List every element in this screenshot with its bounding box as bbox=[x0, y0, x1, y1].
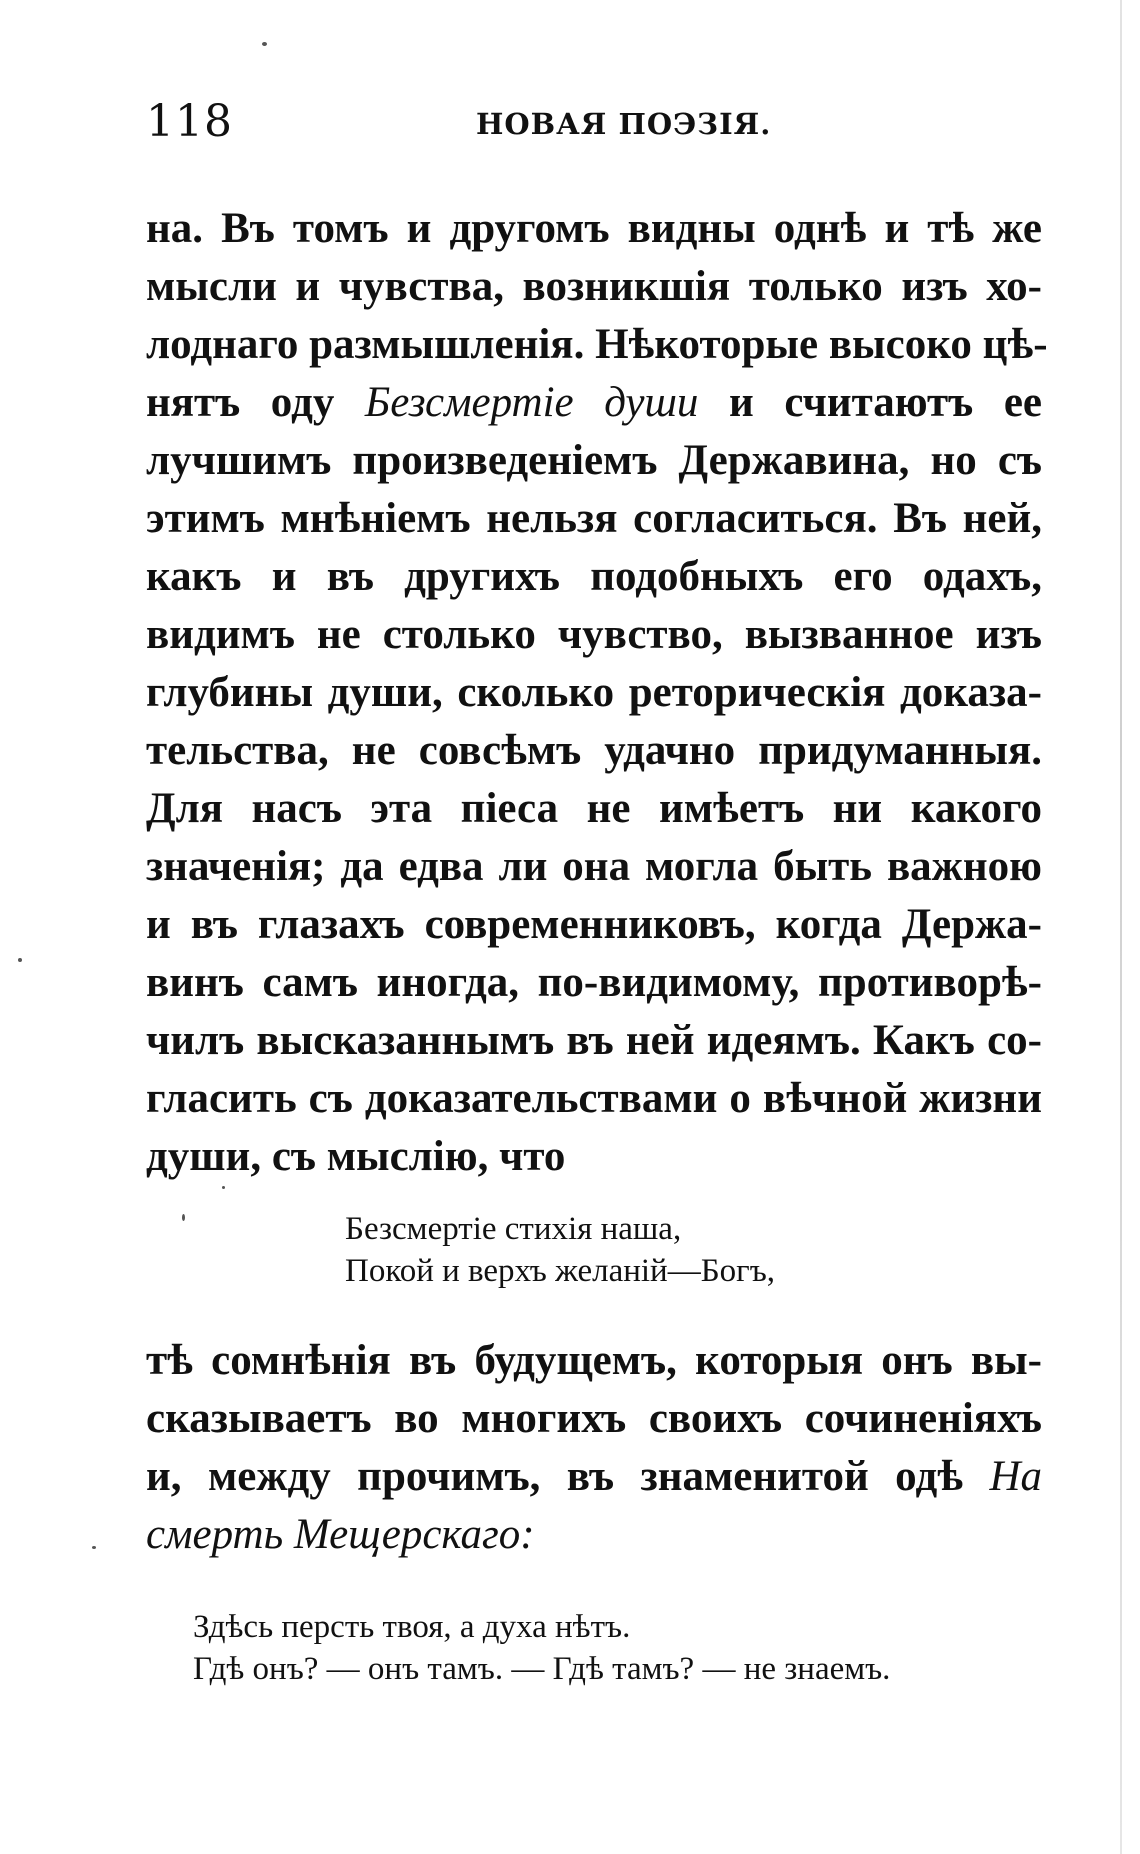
text-line: гласить съ доказательствами о вѣчной жизни bbox=[146, 1075, 1042, 1122]
text-fragment: и считаютъ ее bbox=[698, 379, 1042, 426]
verse-line: Здѣсь персть твоя, а духа нѣтъ. bbox=[193, 1609, 631, 1645]
text-line: лучшимъ произведеніемъ Державина, но съ bbox=[146, 437, 1042, 484]
text-line: лоднаго размышленія. Нѣкоторые высоко цѣ- bbox=[146, 321, 1048, 368]
page-number: 118 bbox=[146, 96, 233, 147]
text-line: на. Въ томъ и другомъ видны однѣ и тѣ же bbox=[146, 205, 1042, 252]
paper-speck bbox=[18, 958, 22, 962]
paragraph-2 bbox=[146, 1332, 1042, 1564]
paragraph-1 bbox=[146, 200, 1048, 1186]
verse-line: Покой и верхъ желаній—Богъ, bbox=[345, 1253, 776, 1289]
text-line: глубины души, сколько реторическія доказа- bbox=[146, 669, 1042, 716]
paper-speck bbox=[92, 1546, 96, 1549]
text-line: этимъ мнѣніемъ нельзя согласиться. Въ ней, bbox=[146, 495, 1042, 542]
text-line: мысли и чувства, возникшія только изъ хо- bbox=[146, 263, 1042, 310]
text-line-with-title bbox=[146, 374, 1042, 432]
text-line: винъ самъ иногда, по-видимому, противорѣ- bbox=[146, 959, 1042, 1006]
text-line bbox=[146, 1506, 1042, 1564]
verse-line: Гдѣ онъ? — онъ тамъ. — Гдѣ тамъ? — не знаемъ. bbox=[193, 1651, 891, 1687]
text-line: тельства, не совсѣмъ удачно придуманныя. bbox=[146, 727, 1042, 774]
text-line: какъ и въ другихъ подобныхъ его одахъ, bbox=[146, 553, 1042, 600]
text-line: сказываетъ во многихъ своихъ сочиненіяхъ bbox=[146, 1395, 1042, 1442]
text-fragment: нятъ оду bbox=[146, 379, 365, 426]
text-line: и въ глазахъ современниковъ, когда Держа- bbox=[146, 901, 1042, 948]
paper-speck bbox=[262, 42, 267, 46]
text-line: чилъ высказаннымъ въ ней идеямъ. Какъ со- bbox=[146, 1017, 1042, 1064]
ode-title-italic: На bbox=[989, 1453, 1042, 1500]
text-fragment: и, между прочимъ, въ знаменитой одѣ bbox=[146, 1453, 990, 1500]
text-line: тѣ сомнѣнія въ будущемъ, которыя онъ вы- bbox=[146, 1337, 1042, 1384]
page-header bbox=[146, 92, 1042, 152]
ode-title-italic: смерть Мещерскаго: bbox=[146, 1511, 535, 1558]
text-line: Для насъ эта піеса не имѣетъ ни какого bbox=[146, 785, 1042, 832]
text-line: души, съ мыслію, что bbox=[146, 1133, 566, 1180]
page-edge-shadow bbox=[1120, 0, 1122, 1854]
verse-line: Безсмертіе стихія наша, bbox=[345, 1211, 682, 1247]
verse-quote-2 bbox=[193, 1606, 890, 1690]
text-line-with-title bbox=[146, 1448, 1042, 1506]
text-line: значенія; да едва ли она могла быть важною bbox=[146, 843, 1042, 890]
paper-speck bbox=[222, 1186, 225, 1189]
ode-title-italic: Безсмертіе души bbox=[364, 379, 699, 426]
paper-speck bbox=[182, 1214, 185, 1221]
verse-quote-1 bbox=[345, 1208, 775, 1292]
text-line: видимъ не столько чувство, вызванное изъ bbox=[146, 611, 1042, 658]
running-title: НОВАЯ ПОЭЗІЯ. bbox=[476, 107, 772, 141]
